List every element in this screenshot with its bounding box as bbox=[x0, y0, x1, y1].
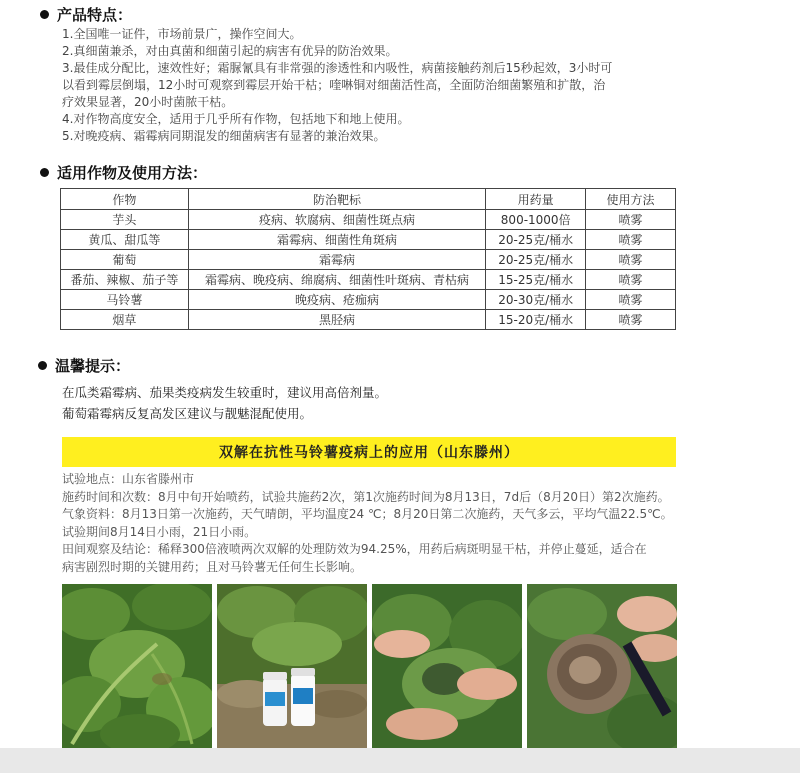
features-list bbox=[62, 26, 662, 145]
feature-line: 4.对作物高度安全，适用于几乎所有作物，包括地下和地上使用。 bbox=[62, 112, 410, 126]
cell-method: 喷雾 bbox=[586, 250, 676, 270]
cell-target: 疫病、软腐病、细菌性斑点病 bbox=[188, 210, 485, 230]
cell-dosage: 20-30克/桶水 bbox=[486, 290, 586, 310]
cell-crop: 烟草 bbox=[61, 310, 189, 330]
trial-banner-title: 双解在抗性马铃薯疫病上的应用（山东滕州） bbox=[219, 445, 519, 461]
table-row bbox=[61, 210, 676, 230]
cell-dosage: 15-20克/桶水 bbox=[486, 310, 586, 330]
cell-target: 霜霉病 bbox=[188, 250, 485, 270]
tips-heading bbox=[38, 355, 130, 376]
trial-line: 试验期间8月14日小雨，21日小雨。 bbox=[62, 524, 257, 539]
bullet-icon bbox=[40, 168, 49, 177]
features-title: 产品特点： bbox=[57, 6, 133, 24]
header-target: 防治靶标 bbox=[188, 189, 485, 210]
diseased-leaf-photo-image bbox=[527, 584, 677, 748]
header-crop: 作物 bbox=[61, 189, 189, 210]
photo-product-bottles bbox=[217, 584, 367, 748]
trial-line: 田间观察及结论：稀释300倍液喷两次双解的处理防效为94.25%，用药后病斑明显干枯，并停止蔓延，适合在 bbox=[62, 542, 647, 556]
cell-crop: 黄瓜、甜瓜等 bbox=[61, 230, 189, 250]
tips-text bbox=[62, 382, 387, 424]
bullet-icon bbox=[40, 10, 49, 19]
usage-heading bbox=[40, 162, 207, 183]
trial-line: 试验地点：山东省滕州市 bbox=[62, 472, 195, 486]
cell-target: 晚疫病、疮痂病 bbox=[188, 290, 485, 310]
trial-text bbox=[62, 471, 702, 576]
cell-dosage: 15-25克/桶水 bbox=[486, 270, 586, 290]
usage-table bbox=[60, 188, 676, 330]
cell-target: 霜霉病、晚疫病、绵腐病、细菌性叶斑病、青枯病 bbox=[188, 270, 485, 290]
feature-line: 1.全国唯一证件，市场前景广，操作空间大。 bbox=[62, 27, 302, 41]
usage-title: 适用作物及使用方法： bbox=[57, 164, 208, 182]
trial-banner bbox=[62, 437, 676, 467]
feature-line: 2.真细菌兼杀，对由真菌和细菌引起的病害有优异的防治效果。 bbox=[62, 44, 398, 58]
cell-method: 喷雾 bbox=[586, 310, 676, 330]
table-row bbox=[61, 270, 676, 290]
cell-method: 喷雾 bbox=[586, 270, 676, 290]
photo-diseased-leaf bbox=[527, 584, 677, 748]
table-header-row bbox=[61, 189, 676, 210]
cell-dosage: 800-1000倍 bbox=[486, 210, 586, 230]
table-row bbox=[61, 250, 676, 270]
bottom-band bbox=[0, 748, 800, 773]
feature-line: 疗效果显著，20小时菌脓干枯。 bbox=[62, 95, 234, 109]
cell-crop: 番茄、辣椒、茄子等 bbox=[61, 270, 189, 290]
feature-line: 5.对晚疫病、霜霉病同期混发的细菌病害有显著的兼治效果。 bbox=[62, 129, 386, 143]
cell-target: 黑胫病 bbox=[188, 310, 485, 330]
table-row bbox=[61, 310, 676, 330]
trial-line: 施药时间和次数：8月中旬开始喷药，试验共施药2次，第1次施药时间为8月13日，7d后（8月20日）第2次施药。 bbox=[62, 489, 670, 504]
leaf-photo-1-image bbox=[62, 584, 212, 748]
header-dosage: 用药量 bbox=[486, 189, 586, 210]
cell-crop: 马铃薯 bbox=[61, 290, 189, 310]
cell-method: 喷雾 bbox=[586, 210, 676, 230]
trial-line: 气象资料：8月13日第一次施药，天气晴朗，平均温度24 ℃；8月20日第二次施药，天气多云，平均气温22.5℃。 bbox=[62, 507, 673, 521]
tip-line: 在瓜类霜霉病、茄果类疫病发生较重时，建议用高倍剂量。 bbox=[62, 385, 388, 400]
tips-title: 温馨提示： bbox=[55, 357, 131, 375]
trial-line: 病害剧烈时期的关键用药；且对马铃薯无任何生长影响。 bbox=[62, 559, 363, 574]
cell-crop: 葡萄 bbox=[61, 250, 189, 270]
cell-crop: 芋头 bbox=[61, 210, 189, 230]
feature-line: 以看到霉层倒塌，12小时可观察到霉层开始干枯；喹啉铜对细菌活性高，全面防治细菌繁殖和扩散，治 bbox=[62, 78, 606, 92]
table-row bbox=[61, 230, 676, 250]
product-photo-image bbox=[217, 584, 367, 748]
cell-dosage: 20-25克/桶水 bbox=[486, 250, 586, 270]
cell-target: 霜霉病、细菌性角斑病 bbox=[188, 230, 485, 250]
features-heading bbox=[40, 4, 132, 25]
feature-line: 3.最佳成分配比，速效性好；霜脲氰具有非常强的渗透性和内吸性，病菌接触药剂后15秒起效，3小时可 bbox=[62, 61, 613, 75]
hand-leaf-photo-image bbox=[372, 584, 522, 748]
table-row bbox=[61, 290, 676, 310]
photo-leaves-before bbox=[62, 584, 212, 748]
cell-method: 喷雾 bbox=[586, 230, 676, 250]
tip-line: 葡萄霜霉病反复高发区建议与靓魅混配使用。 bbox=[62, 406, 313, 421]
header-method: 使用方法 bbox=[586, 189, 676, 210]
photo-hand-leaf bbox=[372, 584, 522, 748]
cell-dosage: 20-25克/桶水 bbox=[486, 230, 586, 250]
cell-method: 喷雾 bbox=[586, 290, 676, 310]
bullet-icon bbox=[38, 361, 47, 370]
